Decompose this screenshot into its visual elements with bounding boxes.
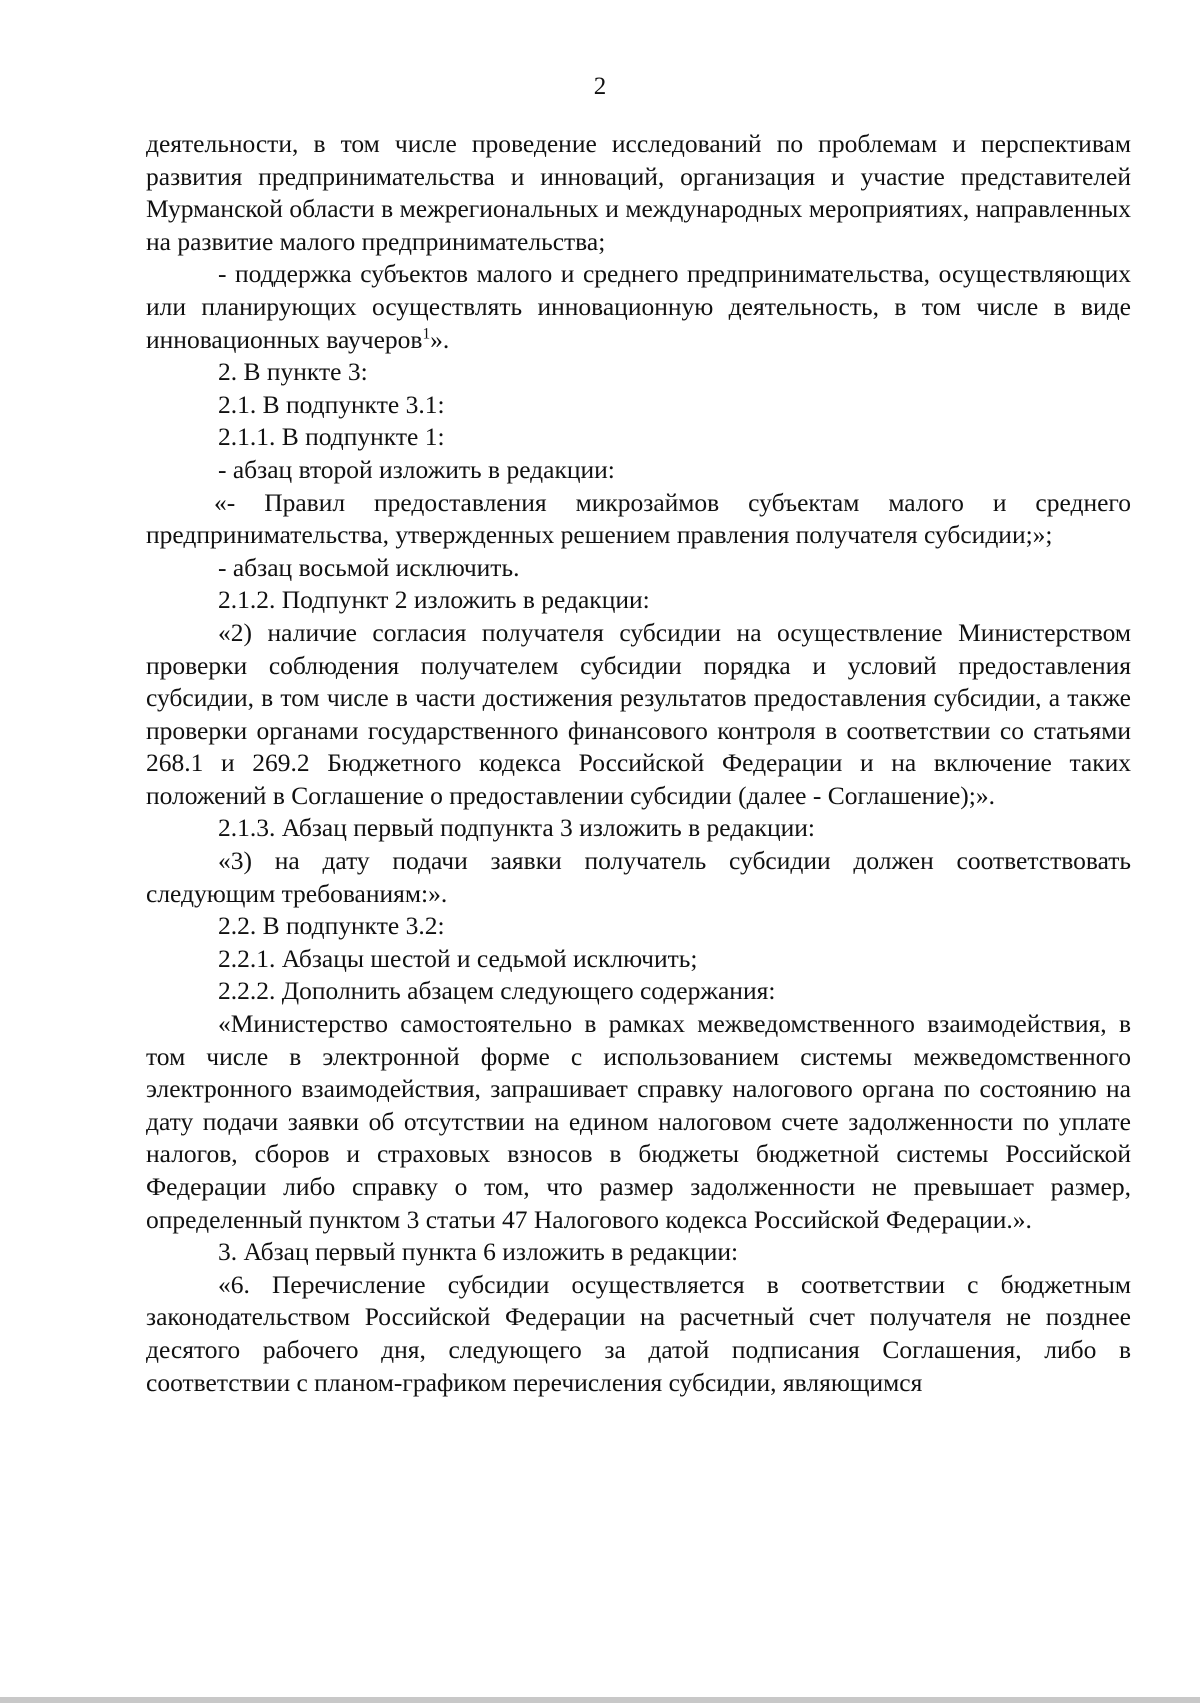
paragraph-quote-ministry: «Министерство самостоятельно в рамках межведомственного взаимодействия, в том числе в электронной форме с использованием системы межведомственного электронного взаимодействия, запрашивает справку налогового органа по состоянию на дату подачи заявки об отсутствии на едином налоговом счете задолженности по уплате налогов, сборов и страховых взносов в бюджеты бюджетной системы Российской Федерации либо справку о том, что размер задолженности не превышает размер, определенный пунктом 3 статьи 47 Налогового кодекса Российской Федерации.». — [146, 1009, 1131, 1234]
paragraph-text: - поддержка субъектов малого и среднего предпринимательства, осуществляющих или планирующих осуществлять инновационную деятельность, в том числе в виде инновационных ваучеров — [146, 259, 1131, 354]
paragraph-item-2-1-3: 2.1.3. Абзац первый подпункта 3 изложить в редакции: — [218, 813, 815, 843]
paragraph-continuation: деятельности, в том числе проведение исследований по проблемам и перспективам развития предпринимательства и инноваций, организация и участие представителей Мурманской области в межрегиональных и международных мероприятиях, направленных на развитие малого предпринимательства; — [146, 129, 1131, 256]
paragraph-item-2-1-1: 2.1.1. В подпункте 1: — [218, 422, 445, 452]
page-number: 2 — [593, 73, 607, 100]
paragraph-item-2-1: 2.1. В подпункте 3.1: — [218, 389, 445, 419]
scan-edge — [0, 1697, 1200, 1703]
footnote-reference: 1 — [422, 325, 431, 343]
paragraph-quote-requirements: «3) на дату подачи заявки получатель субсидии должен соответствовать следующим требованиям:». — [146, 846, 1131, 908]
paragraph-quote-microloans: «- Правил предоставления микрозаймов субъектам малого и среднего предпринимательства, утвержденных решением правления получателя субсидии;»; — [146, 487, 1131, 550]
paragraph-quote-consent: «2) наличие согласия получателя субсидии на осуществление Министерством проверки соблюдения получателем субсидии порядка и условий предоставления субсидии, в том числе в части достижения результатов предоставления субсидии, а также проверки органами государственного финансового контроля в соответствии со статьями 268.1 и 269.2 Бюджетного кодекса Российской Федерации и на включение таких положений в Соглашение о предоставлении субсидии (далее - Соглашение);». — [146, 617, 1131, 810]
paragraph-item-2-1-2: 2.1.2. Подпункт 2 изложить в редакции: — [218, 585, 650, 615]
paragraph-tail: ». — [430, 324, 450, 354]
paragraph-item-3: 3. Абзац первый пункта 6 изложить в редакции: — [218, 1237, 739, 1267]
paragraph-eighth-clause: - абзац восьмой исключить. — [218, 552, 520, 582]
paragraph-item-2-2-2: 2.2.2. Дополнить абзацем следующего содержания: — [218, 976, 776, 1006]
paragraph-quote-transfer: «6. Перечисление субсидии осуществляется в соответствии с бюджетным законодательством Российской Федерации на расчетный счет получателя не позднее десятого рабочего дня, следующего за датой подписания Соглашения, либо в соответствии с планом-графиком перечисления субсидии, являющимся — [146, 1269, 1131, 1397]
paragraph-item-2: 2. В пункте 3: — [218, 357, 368, 387]
paragraph-item-2-2: 2.2. В подпункте 3.2: — [218, 911, 445, 941]
paragraph-item-2-2-1: 2.2.1. Абзацы шестой и седьмой исключить; — [218, 943, 698, 973]
paragraph-innovation-support — [146, 258, 1131, 356]
document-body — [146, 128, 1131, 1399]
paragraph-second-clause: - абзац второй изложить в редакции: — [218, 454, 615, 484]
